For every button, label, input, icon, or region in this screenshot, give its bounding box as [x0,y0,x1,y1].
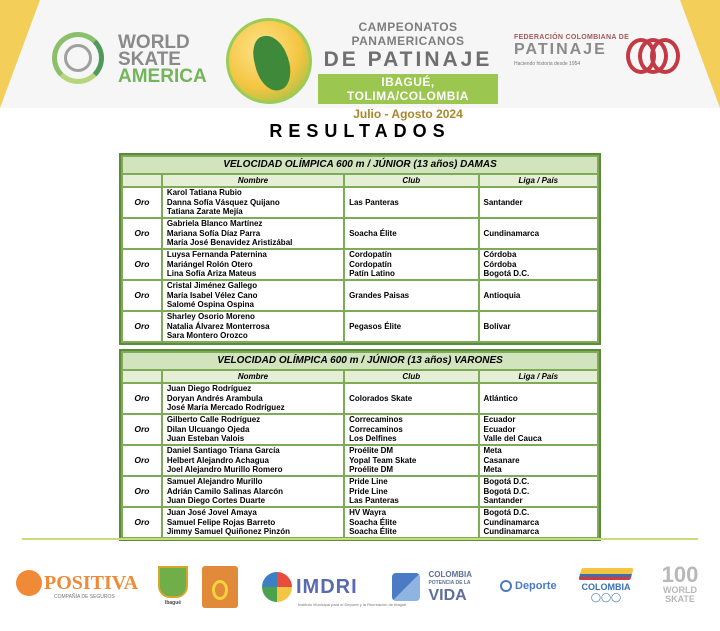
medal-cell: Oro [123,446,161,475]
liga-name: Bolívar [483,321,511,331]
liga-name: Córdoba [483,250,517,260]
liga-cell [480,508,598,537]
club-cell [345,415,477,444]
athlete-name: Luysa Fernanda Paternina [166,250,267,260]
table-row [123,312,597,341]
liga-name: Bogotá D.C. [483,508,530,518]
table-row [123,219,597,248]
club-name: Cordopatín [349,250,392,260]
athlete-name: Sharley Osorio Moreno [166,312,255,322]
header-club: Club [345,371,477,382]
names-cell [163,446,343,475]
header-medal [123,371,161,382]
club-cell [345,477,477,506]
club-name: Las Panteras [349,197,399,207]
results-table-varones [119,349,601,541]
colombia-brand-text: COLOMBIA [581,582,631,592]
club-name: Soacha Élite [349,517,397,527]
liga-name: Bogotá D.C. [483,269,530,279]
event-dates: Julio - Agosto 2024 [353,107,463,121]
athlete-name: Danna Sofía Vásquez Quijano [166,197,280,207]
ws-line2: SKATE [118,49,181,70]
athlete-name: Cristal Jiménez Gallego [166,281,258,291]
header-liga: Liga / País [480,371,598,382]
liga-name: Cundinamarca [483,517,540,527]
athlete-name: María Isabel Vélez Cano [166,290,258,300]
header-club: Club [345,175,477,186]
medal-cell: Oro [123,281,161,310]
liga-name: Cundinamarca [483,527,540,537]
athlete-name: Natalia Álvarez Monterrosa [166,321,270,331]
table-row [123,477,597,506]
ibague-shield-icon [158,566,188,598]
liga-cell [480,384,598,413]
medal-cell: Oro [123,477,161,506]
athlete-name: Lina Sofía Ariza Mateus [166,269,257,279]
event-title-line2: DE PATINAJE [323,48,493,71]
imdri-subtitle: Instituto Municipal para el Deporte y la Recreación de Ibagué [298,602,407,607]
results-table-damas [119,153,601,345]
deporte-wordmark: Deporte [515,580,557,592]
club-name: Los Delfines [349,434,397,444]
club-cell [345,312,477,341]
athlete-name: Tatiana Zarate Mejía [166,207,243,217]
liga-name: Valle del Cauca [483,434,542,444]
mindeporte-logo [500,580,557,592]
table-row [123,250,597,279]
club-name: Soacha Élite [349,527,397,537]
table-header [123,371,597,382]
club-name: Pride Line [349,486,388,496]
event-title [318,20,498,121]
cien-line1: WORLD [663,585,697,595]
names-cell [163,415,343,444]
colombia-vida-line2: POTENCIA DE LA [428,580,471,586]
imdri-circle-icon [262,572,292,602]
club-cell [345,188,477,217]
liga-name: Santander [483,197,523,207]
imdri-wordmark: IMDRI [296,575,358,598]
liga-cell [480,312,598,341]
medal-cell: Oro [123,219,161,248]
colombia-brand-logo [580,568,632,603]
medal-cell: Oro [123,188,161,217]
club-name: Cordopatín [349,259,392,269]
alcaldia-ibague-logo [155,566,191,614]
athlete-name: Joel Alejandro Murillo Romero [166,465,283,475]
header-liga: Liga / País [480,175,598,186]
names-cell [163,312,343,341]
athlete-name: Adrián Camilo Salinas Alarcón [166,486,284,496]
header-nombre: Nombre [163,371,343,382]
club-name: Las Panteras [349,496,399,506]
athlete-name: Samuel Alejandro Murillo [166,477,263,487]
liga-cell [480,281,598,310]
medal-cell: Oro [123,508,161,537]
colombia-vida-line3: VIDA [428,587,467,604]
colombia-flag-icon [578,568,633,580]
club-cell [345,250,477,279]
cien-line2: SKATE [665,594,695,604]
ws-line1: WORLD [118,32,190,53]
world-skate-100-logo [654,564,706,604]
athlete-name: Gabriela Blanco Martínez [166,219,263,229]
athlete-name: Samuel Felipe Rojas Barreto [166,517,276,527]
positiva-circle-icon [16,570,42,596]
fed-small-text: FEDERACIÓN COLOMBIANA DE [514,34,630,41]
liga-cell [480,477,598,506]
table-title: VELOCIDAD OLÍMPICA 600 m / JÚNIOR (13 años) DAMAS [123,157,597,173]
athlete-name: Gilberto Calle Rodríguez [166,415,261,425]
liga-name: Santander [483,496,523,506]
liga-cell [480,446,598,475]
club-name: Correcaminos [349,424,403,434]
event-title-line1: CAMPEONATOS PANAMERICANOS [351,20,465,48]
cien-number: 100 [661,562,699,587]
names-cell [163,281,343,310]
medal-cell: Oro [123,384,161,413]
table-row [123,415,597,444]
liga-name: Atlántico [483,393,518,403]
names-cell [163,477,343,506]
liga-cell [480,188,598,217]
table-row [123,281,597,310]
event-location: IBAGUÉ, TOLIMA/COLOMBIA [318,74,498,104]
medal-cell: Oro [123,250,161,279]
positiva-logo [16,570,138,600]
colombia-vida-line1: COLOMBIA [428,570,473,579]
event-banner [0,0,720,121]
world-skate-america-logo [52,30,212,86]
athlete-name: Juan José Jovel Amaya [166,508,257,518]
header-nombre: Nombre [163,175,343,186]
club-name: Proélite DM [349,446,394,456]
liga-name: Antioquia [483,290,521,300]
divider [22,538,698,540]
colombia-vida-text [428,570,472,604]
names-cell [163,250,343,279]
club-name: Correcaminos [349,415,403,425]
world-skate-inner-ring-icon [64,44,92,72]
banner-corner-right [680,0,720,108]
fed-slogan: Haciendo historia desde 1954 [514,61,581,67]
athlete-name: Jimmy Samuel Quiñonez Pinzón [166,527,290,537]
colombia-potencia-vida-logo [392,570,472,604]
sponsor-footer [0,552,720,624]
liga-cell [480,219,598,248]
names-cell [163,188,343,217]
liga-name: Bogotá D.C. [483,477,530,487]
athlete-name: Dilan Ulcuango Ojeda [166,424,250,434]
fed-ring-icon [650,38,680,74]
liga-name: Meta [483,465,502,475]
liga-name: Córdoba [483,259,517,269]
liga-name: Casanare [483,455,520,465]
athlete-name: Salomé Ospina Ospina [166,300,254,310]
athlete-name: José María Mercado Rodríguez [166,403,285,413]
club-name: Yopal Team Skate [349,455,417,465]
athlete-name: Doryan Andrés Arambula [166,393,263,403]
world-skate-wordmark [118,34,207,85]
positiva-subtitle: COMPAÑÍA DE SEGUROS [54,594,115,600]
table-row [123,188,597,217]
medal-cell: Oro [123,312,161,341]
club-cell [345,219,477,248]
club-name: HV Wayra [349,508,387,518]
liga-name: Bogotá D.C. [483,486,530,496]
federacion-colombiana-logo [514,34,684,82]
table-row [123,384,597,413]
club-name: Proélite DM [349,465,394,475]
names-cell [163,219,343,248]
page-title: RESULTADOS [269,121,451,141]
olympic-rings-icon: ◯◯◯ [590,592,622,602]
mujer-logo [202,566,238,608]
fed-big-text: PATINAJE [514,41,607,58]
liga-cell [480,250,598,279]
table-row [123,446,597,475]
colombia-vida-mark-icon [392,573,420,601]
athlete-name: María José Benavidez Aristizábal [166,238,293,248]
header-medal [123,175,161,186]
table-row [123,508,597,537]
names-cell [163,508,343,537]
medal-cell: Oro [123,415,161,444]
imdri-logo [262,572,406,607]
ibague-text: Ibagué [164,600,182,606]
banner-corner-left [0,0,40,108]
table-title: VELOCIDAD OLÍMPICA 600 m / JÚNIOR (13 años) VARONES [123,353,597,369]
liga-name: Ecuador [483,424,516,434]
club-name: Grandes Paisas [349,290,410,300]
club-cell [345,384,477,413]
liga-name: Meta [483,446,502,456]
athlete-name: Juan Diego Rodríguez [166,384,252,394]
club-name: Soacha Élite [349,228,397,238]
club-name: Patín Latino [349,269,395,279]
athlete-name: Helbert Alejandro Achagua [166,455,269,465]
club-name: Colorados Skate [349,393,413,403]
globe-continent-icon [250,32,295,94]
liga-name: Ecuador [483,415,516,425]
liga-name: Cundinamarca [483,228,540,238]
liga-cell [480,415,598,444]
ws-line3: AMERICA [118,66,207,87]
club-name: Pegasos Élite [349,321,402,331]
positiva-wordmark: POSITIVA [44,571,139,594]
names-cell [163,384,343,413]
deporte-seal-icon [500,580,512,592]
athlete-name: Sara Montero Orozco [166,331,248,341]
athlete-name: Daniel Santiago Triana García [166,446,280,456]
americas-globe-icon [226,18,312,104]
athlete-name: Mariángel Rolón Otero [166,259,253,269]
club-cell [345,508,477,537]
table-header [123,175,597,186]
athlete-name: Karol Tatiana Rubio [166,188,242,198]
club-cell [345,446,477,475]
athlete-name: Juan Diego Cortes Duarte [166,496,266,506]
fed-rings-icon [626,38,682,74]
mujer-symbol-icon [212,580,228,600]
athlete-name: Mariana Sofía Díaz Parra [166,228,261,238]
club-cell [345,281,477,310]
club-name: Pride Line [349,477,388,487]
athlete-name: Juan Esteban Valois [166,434,245,444]
